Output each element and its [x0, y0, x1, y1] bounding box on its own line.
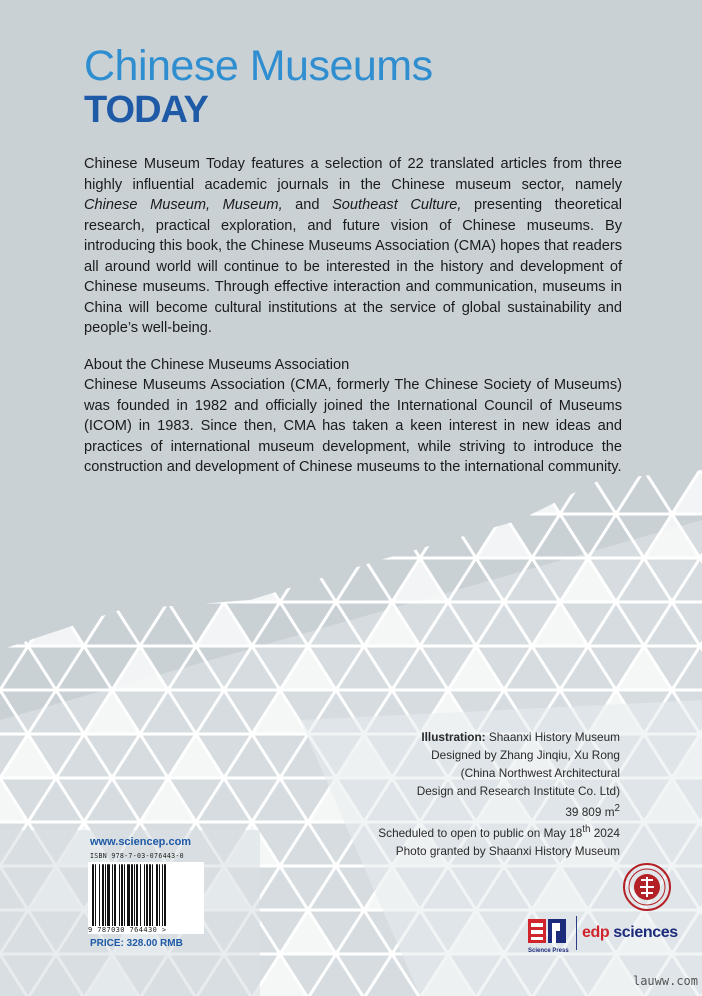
lattice-triangle [0, 646, 56, 690]
credit-designers: Designed by Zhang Jinqiu, Xu Rong [431, 748, 620, 763]
barcode-bar [105, 864, 106, 929]
lattice-triangle [672, 470, 702, 514]
credit-schedule-suffix: 2024 [590, 826, 620, 841]
isbn-number: ISBN 978-7-03-076443-0 [90, 852, 184, 860]
lattice-triangle [56, 646, 112, 690]
science-press-logo-icon [526, 915, 570, 955]
publisher-url: www.sciencep.com [90, 836, 192, 848]
credit-illustration [378, 728, 620, 746]
lattice-triangle [280, 558, 336, 602]
lattice-triangle [84, 602, 140, 646]
lattice-triangle [532, 514, 588, 558]
lattice-triangle [56, 558, 112, 602]
about-heading: About the Chinese Museums Association [84, 357, 350, 373]
lattice-triangle [140, 602, 196, 646]
lattice-triangle [476, 514, 532, 558]
credit-illustration-label: Illustration: [421, 730, 486, 744]
intro-text-1: Chinese Museum Today features a selection of 22 translated articles from three highly influential academic journals in the Chinese museum sector, namely [84, 156, 622, 193]
credit-area-value: 39 809 m [565, 805, 615, 820]
lattice-triangle [196, 514, 252, 558]
barcode-bar [162, 864, 163, 929]
barcode-bar [99, 864, 100, 929]
edp-word: sciences [609, 924, 678, 941]
barcode-bar [156, 864, 158, 929]
barcode-bar [146, 864, 148, 929]
lattice-triangle [336, 558, 392, 602]
lattice-triangle [0, 602, 28, 646]
barcode-bar [134, 864, 135, 929]
barcode-bar [159, 864, 160, 929]
lattice-triangle [0, 558, 56, 602]
lattice-triangle [0, 470, 56, 514]
barcode-bar [164, 864, 166, 929]
barcode-bar [127, 864, 130, 929]
journal-title-1: Chinese Museum, Museum, [84, 197, 283, 213]
barcode-bar [152, 864, 153, 929]
science-press-label: Science Press [528, 948, 569, 954]
barcode-panel [84, 834, 206, 954]
lattice-triangle [112, 558, 168, 602]
logo-divider [576, 916, 577, 950]
lattice-triangle [616, 470, 672, 514]
lattice-triangle [28, 514, 84, 558]
edp-mark: edp [582, 924, 610, 941]
credit-institute-line2: Design and Research Institute Co. Ltd) [416, 784, 620, 799]
lattice-triangle [140, 514, 196, 558]
lattice-triangle [168, 558, 224, 602]
lattice-triangle [0, 514, 28, 558]
credit-schedule-sup: th [582, 824, 591, 836]
intro-text-3: presenting theoretical research, practical exploration, and future vision of Chinese museums. By introducing this book, the Chinese Museums Association (CMA) hopes that readers all around world will continue to be interested in the history and development of Chinese museums. Through effective interaction and communication, museums in China will become cultural institutions at the service of global sustainability and people’s well-being. [84, 197, 622, 336]
credit-area [378, 800, 620, 821]
barcode-bar [114, 864, 116, 929]
credit-photo: Photo granted by Shaanxi History Museum [395, 844, 620, 859]
price-label: PRICE: 328.00 RMB [90, 938, 183, 949]
illustration-credits [378, 728, 620, 861]
barcode-bar [140, 864, 141, 929]
lattice-triangle [28, 602, 84, 646]
barcode-bar [92, 864, 94, 929]
barcode-bar [121, 864, 123, 929]
credit-area-unit: 2 [614, 803, 620, 815]
credit-schedule [378, 821, 620, 842]
barcode-bar [149, 864, 151, 929]
credit-institute-line1: (China Northwest Architectural [460, 766, 620, 781]
museum-seal-icon [622, 862, 672, 912]
barcode-bar [119, 864, 120, 929]
about-paragraph: Chinese Museums Association (CMA, formerly The Chinese Society of Museums) was founded in 1982 and officially joined the International Council of Museums (ICOM) in 1983. Since then, CMA has taken a keen interest in new ideas and practices of international museum development, while striving to introduce the construction and development of Chinese museums to the international community. [84, 377, 622, 475]
intro-text-2: and [282, 197, 333, 213]
barcode-bar [136, 864, 138, 929]
barcode-icon [88, 862, 204, 934]
barcode-bar [95, 864, 96, 929]
lattice-triangle [252, 514, 308, 558]
edp-sciences-logo [582, 924, 678, 942]
journal-title-2: Southeast Culture, [332, 197, 462, 213]
barcode-bar [131, 864, 133, 929]
cover-title: Chinese Museums [84, 42, 433, 90]
barcode-bar [144, 864, 145, 929]
cover-subtitle: TODAY [84, 89, 208, 131]
barcode-bar [107, 864, 110, 929]
barcode-digits: 9 787030 764430 > [88, 926, 204, 934]
lattice-triangle [420, 514, 476, 558]
lattice-triangle [224, 558, 280, 602]
credit-illustration-value: Shaanxi History Museum [485, 730, 620, 744]
barcode-bar [102, 864, 104, 929]
site-watermark: lauww.com [632, 974, 698, 988]
lattice-triangle [364, 514, 420, 558]
lattice-triangle [84, 514, 140, 558]
intro-paragraph [84, 154, 622, 339]
lattice-triangle [308, 514, 364, 558]
lattice-triangle [196, 602, 252, 646]
barcode-bar [112, 864, 113, 929]
barcode-bar [124, 864, 125, 929]
credit-schedule-prefix: Scheduled to open to public on May 18 [378, 826, 583, 841]
